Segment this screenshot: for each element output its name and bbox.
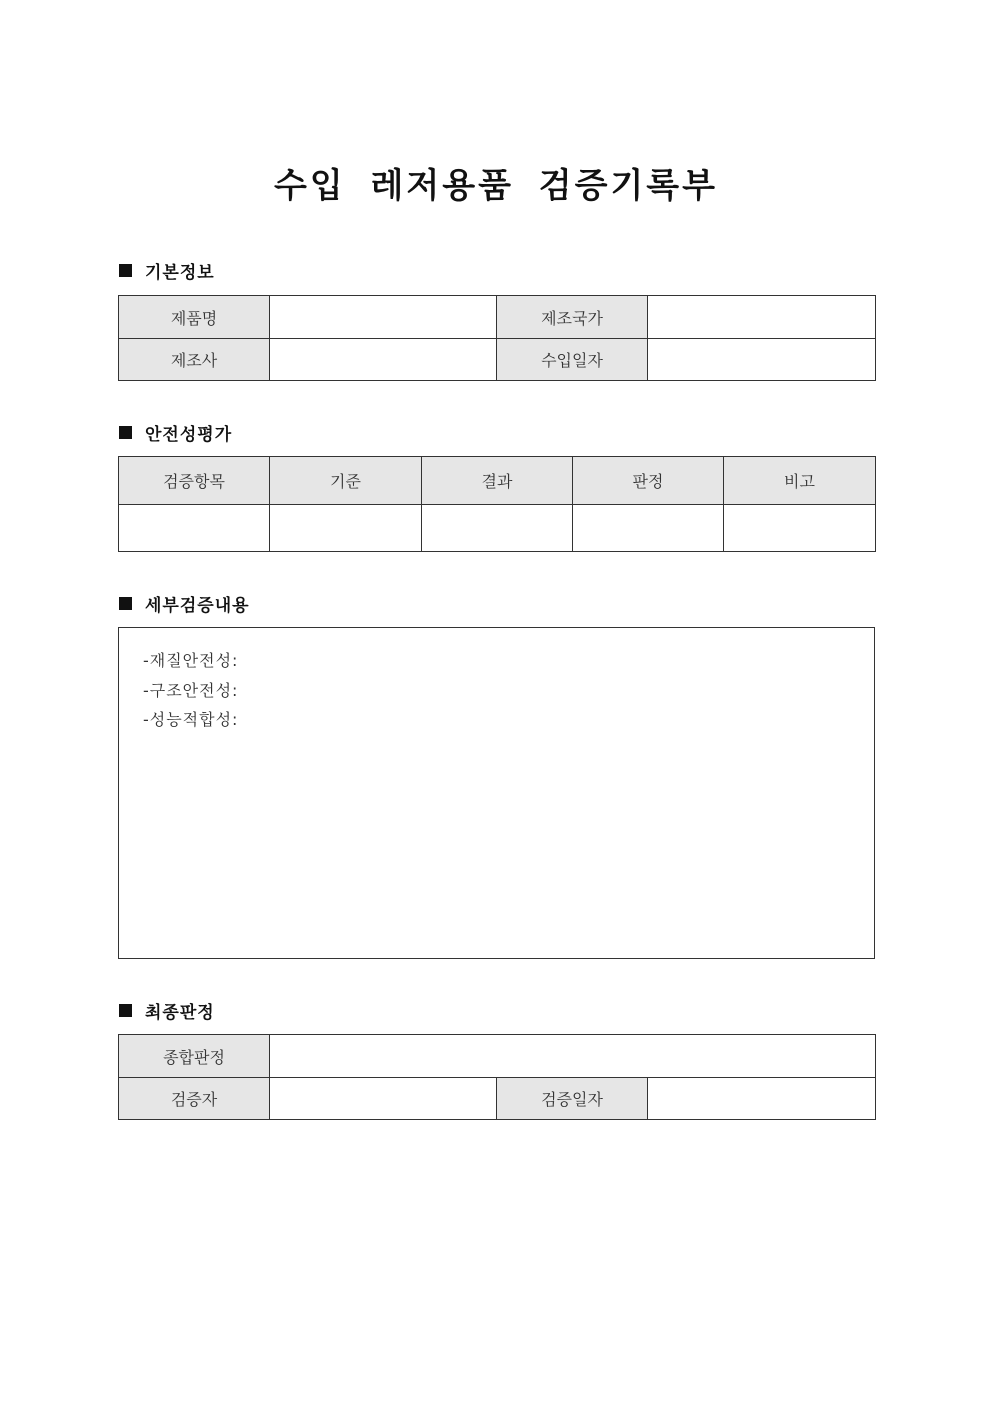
judgement-cell[interactable] [573,505,724,552]
column-header-remarks: 비고 [724,457,876,505]
table-row [119,505,876,552]
final-judgement-table [118,1034,876,1120]
section-heading-final [119,998,215,1022]
inspect-date-label: 검증일자 [497,1078,648,1120]
country-label: 제조국가 [497,296,648,339]
square-bullet-icon [119,426,132,439]
square-bullet-icon [119,597,132,610]
overall-judgement-field[interactable] [270,1035,876,1078]
table-row [119,1078,876,1120]
section-heading-details [119,591,250,615]
overall-judgement-label: 종합판정 [119,1035,270,1078]
section-title: 최종판정 [145,1002,215,1023]
section-heading-safety-eval [119,420,232,444]
remarks-cell[interactable] [724,505,876,552]
details-textarea[interactable] [118,627,875,959]
section-title: 세부검증내용 [145,595,250,616]
column-header-judgement: 판정 [573,457,724,505]
product-name-label: 제품명 [119,296,270,339]
inspector-field[interactable] [270,1078,497,1120]
column-header-item: 검증항목 [119,457,270,505]
section-heading-basic-info [119,258,215,282]
inspect-date-field[interactable] [648,1078,876,1120]
product-name-field[interactable] [270,296,497,339]
import-date-label: 수입일자 [497,339,648,381]
manufacturer-label: 제조사 [119,339,270,381]
material-safety-line: -재질안전성: [143,651,239,670]
square-bullet-icon [119,264,132,277]
structural-safety-line: -구조안전성: [143,681,239,700]
section-title: 안전성평가 [145,424,233,445]
performance-conformity-line: -성능적합성: [143,710,239,729]
table-row [119,339,876,381]
table-row [119,1035,876,1078]
item-cell[interactable] [119,505,270,552]
manufacturer-field[interactable] [270,339,497,381]
result-cell[interactable] [422,505,573,552]
column-header-result: 결과 [422,457,573,505]
column-header-criteria: 기준 [270,457,422,505]
document-title: 수입 레저용품 검증기록부 [274,166,718,206]
criteria-cell[interactable] [270,505,422,552]
table-row [119,296,876,339]
inspector-label: 검증자 [119,1078,270,1120]
section-title: 기본정보 [145,262,215,283]
square-bullet-icon [119,1004,132,1017]
safety-eval-table [118,456,876,552]
basic-info-table [118,295,876,381]
table-header-row [119,457,876,505]
country-field[interactable] [648,296,876,339]
import-date-field[interactable] [648,339,876,381]
